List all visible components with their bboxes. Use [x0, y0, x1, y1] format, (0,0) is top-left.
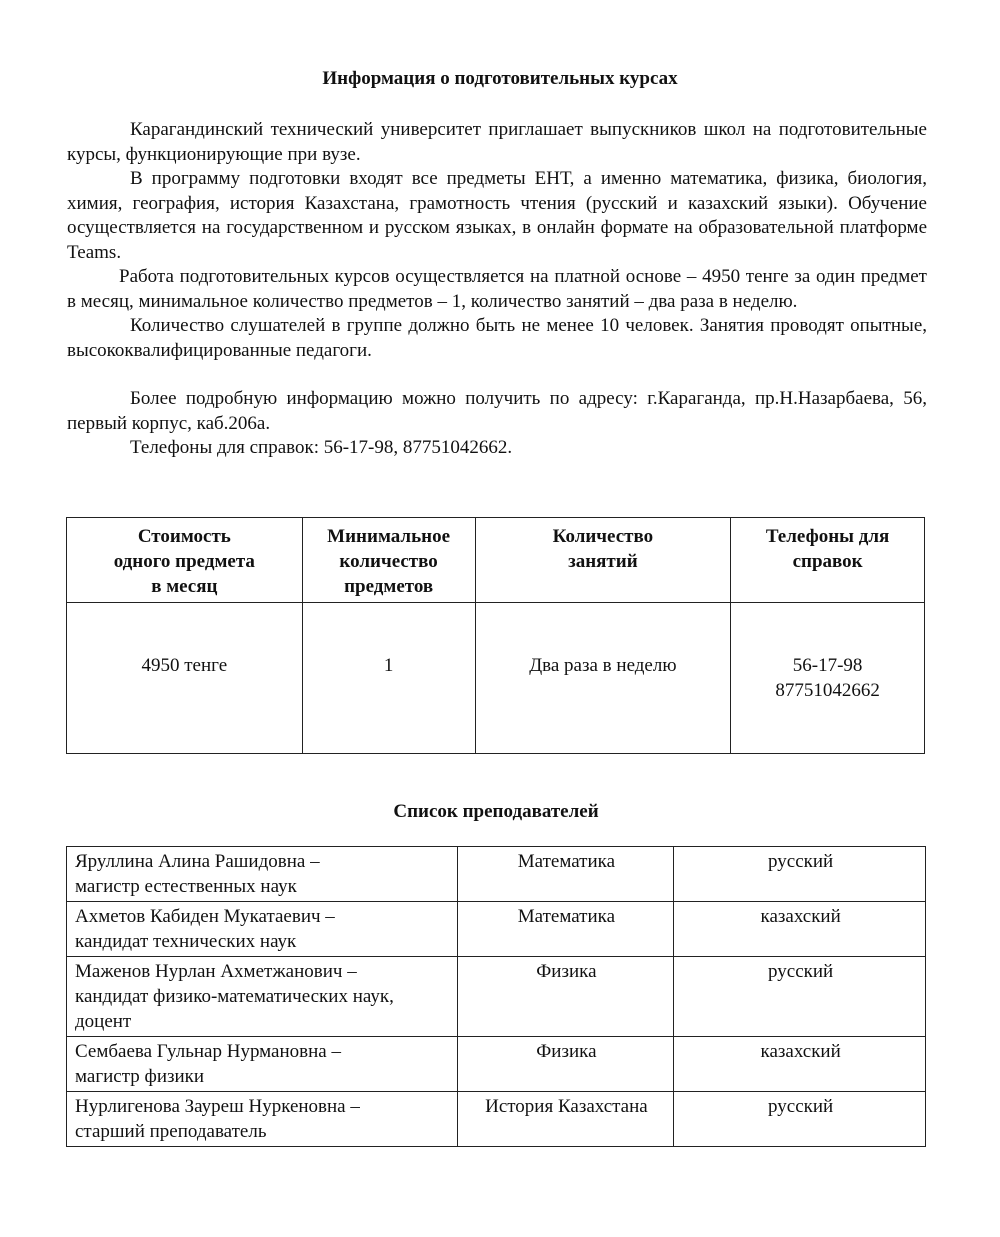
paragraph-group-size: Количество слушателей в группе должно быть не менее 10 человек. Занятия проводят опытные, высококвалифицированные педагоги. — [67, 315, 927, 361]
header-price-line: в месяц — [151, 576, 218, 597]
header-phones — [731, 518, 925, 603]
min-subjects-value: 1 — [302, 603, 475, 754]
teacher-degree: старший преподаватель — [75, 1121, 267, 1142]
teacher-language: русский — [674, 957, 926, 1037]
teacher-language: русский — [674, 847, 926, 902]
teacher-subject: Физика — [457, 1037, 674, 1092]
lessons-value: Два раза в неделю — [475, 603, 731, 754]
table-row — [67, 902, 926, 957]
teacher-cell — [67, 957, 458, 1037]
teacher-degree: магистр физики — [75, 1066, 205, 1087]
teacher-language: казахский — [674, 902, 926, 957]
course-info-table — [66, 517, 925, 754]
header-price-line: одного предмета — [113, 551, 255, 572]
paragraph-payment: Работа подготовительных курсов осуществляется на платной основе – 4950 тенге за один предмет в месяц, минимальное количество предметов – 1, количество занятий – два раза в неделю. — [67, 266, 927, 312]
header-phones-line: Телефоны для — [765, 526, 890, 547]
header-price-line: Стоимость — [137, 526, 231, 547]
teacher-cell — [67, 902, 458, 957]
teacher-name: Нурлигенова Зауреш Нуркеновна – — [75, 1096, 360, 1117]
table-row — [67, 1037, 926, 1092]
teacher-language: русский — [674, 1092, 926, 1147]
teacher-cell — [67, 1037, 458, 1092]
info-table-header-row — [67, 518, 925, 603]
teacher-subject: Математика — [457, 847, 674, 902]
teacher-degree: кандидат технических наук — [75, 931, 297, 952]
header-lessons-line: занятий — [568, 551, 638, 572]
teacher-name: Маженов Нурлан Ахметжанович – — [75, 961, 357, 982]
teacher-name: Сембаева Гульнар Нурмановна – — [75, 1041, 341, 1062]
header-min-subjects-line: количество — [339, 551, 438, 572]
paragraph-address: Более подробную информацию можно получить по адресу: г.Караганда, пр.Н.Назарбаева, 56, первый корпус, каб.206а. — [67, 388, 927, 434]
teacher-subject: Физика — [457, 957, 674, 1037]
teachers-table — [66, 846, 926, 1147]
phones-value — [731, 603, 925, 754]
phone-number: 56-17-98 — [792, 655, 863, 676]
teacher-cell — [67, 847, 458, 902]
teacher-degree: магистр естественных наук — [75, 876, 297, 897]
header-price — [67, 518, 303, 603]
teacher-name: Ахметов Кабиден Мукатаевич – — [75, 906, 335, 927]
header-lessons — [475, 518, 731, 603]
paragraph-invitation: Карагандинский технический университет приглашает выпускников школ на подготовительные курсы, функционирующие при вузе. — [67, 119, 927, 165]
table-row — [67, 957, 926, 1037]
teacher-language: казахский — [674, 1037, 926, 1092]
document-title: Информация о подготовительных курсах — [322, 68, 678, 89]
teacher-subject: История Казахстана — [457, 1092, 674, 1147]
header-min-subjects — [302, 518, 475, 603]
header-phones-line: справок — [792, 551, 863, 572]
teachers-title: Список преподавателей — [393, 801, 599, 822]
teacher-degree: кандидат физико-математических наук, доцент — [75, 986, 394, 1032]
phone-number: 87751042662 — [775, 680, 880, 701]
price-value: 4950 тенге — [67, 603, 303, 754]
teacher-subject: Математика — [457, 902, 674, 957]
header-lessons-line: Количество — [552, 526, 654, 547]
paragraph-phones: Телефоны для справок: 56-17-98, 87751042662. — [130, 437, 513, 458]
teacher-cell — [67, 1092, 458, 1147]
header-min-subjects-line: Минимальное — [327, 526, 451, 547]
info-table-value-row — [67, 603, 925, 754]
paragraph-program: В программу подготовки входят все предметы ЕНТ, а именно математика, физика, биология, химия, география, история Казахстана, грамотность чтения (русский и казахский языки). Обучение осуществляется на государственном и русском языках, в онлайн формате на образовательной платформе Teams. — [67, 168, 927, 263]
table-row — [67, 847, 926, 902]
header-min-subjects-line: предметов — [344, 576, 434, 597]
table-row — [67, 1092, 926, 1147]
intro-text — [67, 118, 927, 461]
teacher-name: Яруллина Алина Рашидовна – — [75, 851, 320, 872]
